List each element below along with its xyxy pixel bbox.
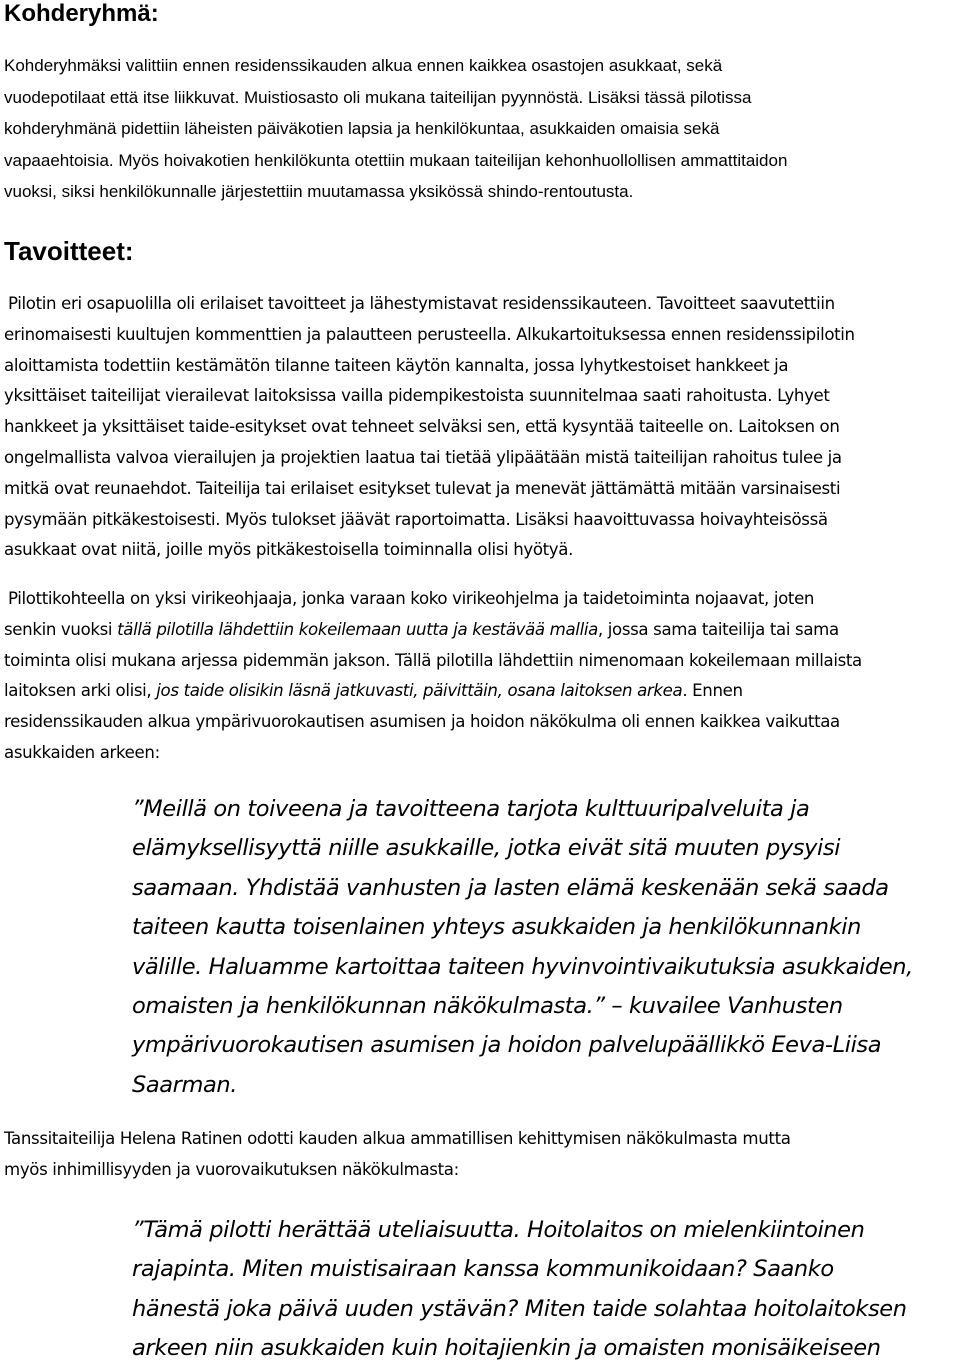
text-line: Kohderyhmäksi valittiin ennen residenssikauden alkua ennen kaikkea osastojen asukkaat, sekä bbox=[4, 56, 723, 75]
emphasis-text: tällä pilotilla lähdettiin kokeilemaan uutta ja kestävää mallia bbox=[117, 619, 598, 639]
quote-saarman bbox=[132, 790, 932, 1105]
quote-line: rajapinta. Miten muistisairaan kanssa kommunikoidaan? Saanko bbox=[132, 1256, 834, 1283]
text-line: vuodepotilaat että itse liikkuvat. Muistiosasto oli mukana taiteilijan pyynnöstä. Lisäksi tässä pilotissa bbox=[4, 87, 752, 107]
quote-ratinen bbox=[132, 1211, 932, 1369]
text-line: yksittäiset taiteilijat vierailevat laitoksissa vailla pidempikestoista suunnitelmaa saati rahoitusta. Lyhyet bbox=[4, 386, 830, 406]
paragraph-tanssitaiteilija bbox=[4, 1124, 956, 1186]
quote-line: ”Tämä pilotti herättää uteliaisuutta. Hoitolaitos on mielenkiintoinen bbox=[132, 1217, 865, 1243]
text-line: Tanssitaiteilija Helena Ratinen odotti kauden alkua ammatillisen kehittymisen näkökulmasta mutta bbox=[4, 1129, 791, 1148]
text-line: vuoksi, siksi henkilökunnalle järjestettiin muutamassa yksikössä shindo-rentoutusta. bbox=[4, 182, 634, 201]
quote-line: ”Meillä on toiveena ja tavoitteena tarjota kulttuuripalveluita ja bbox=[132, 796, 810, 822]
paragraph-kohderyhma bbox=[4, 50, 956, 208]
quote-line: saamaan. Yhdistää vanhusten ja lasten elämä keskenään sekä saada bbox=[132, 874, 889, 901]
text-line: kohderyhmänä pidettiin läheisten päiväkotien lapsia ja henkilökuntaa, asukkaiden omaisia sekä bbox=[4, 119, 720, 138]
text-line: asukkaiden arkeen: bbox=[4, 742, 160, 762]
text-line: hankkeet ja yksittäiset taide-esitykset ovat tehneet selväksi sen, että kysyntää taiteelle on. Laitoksen on bbox=[4, 417, 840, 437]
emphasis-text: jos taide olisikin läsnä jatkuvasti, päivittäin, osana laitoksen arkea bbox=[156, 681, 683, 701]
text-line: toiminta olisi mukana arjessa pidemmän jakson. Tällä pilotilla lähdettiin nimenomaan kokeilemaan millaista bbox=[4, 650, 862, 670]
text-line: Pilotin eri osapuolilla oli erilaiset tavoitteet ja lähestymistavat residenssikauteen. Tavoitteet saavutettiin bbox=[8, 294, 835, 313]
text-run: laitoksen arki olisi, bbox=[4, 681, 157, 701]
text-line: erinomaisesti kuultujen kommenttien ja palautteen perusteella. Alkukartoituksessa ennen residenssipilotin bbox=[4, 324, 855, 344]
paragraph-pilottikohde bbox=[4, 584, 956, 769]
text-line: Pilottikohteella on yksi virikeohjaaja, jonka varaan koko virikeohjelma ja taidetoiminta nojaavat, joten bbox=[8, 589, 815, 608]
quote-line: elämyksellisyyttä niille asukkaille, jotka eivät sitä muuten pysyisi bbox=[132, 835, 841, 862]
section-heading-kohderyhma: Kohderyhmä: bbox=[4, 0, 159, 27]
text-run: senkin vuoksi bbox=[4, 619, 118, 639]
text-line: residenssikauden alkua ympärivuorokautisen asumisen ja hoidon näkökulma oli ennen kaikkea vaikuttaa bbox=[4, 712, 840, 732]
quote-line: Saarman. bbox=[132, 1071, 238, 1098]
text-run: , jossa sama taiteilija tai sama bbox=[597, 619, 839, 639]
text-line: ongelmallista valvoa vierailujen ja projektien laatua tai tietää ylipäätään mistä taiteilijan rahoitus tulee ja bbox=[4, 447, 842, 467]
paragraph-tavoitteet bbox=[4, 289, 956, 566]
text-line: myös inhimillisyyden ja vuorovaikutuksen näkökulmasta: bbox=[4, 1159, 459, 1179]
quote-line: taiteen kautta toisenlainen yhteys asukkaiden ja henkilökunnankin bbox=[132, 914, 862, 941]
quote-line: arkeen niin asukkaiden kuin hoitajienkin ja omaisten monisäikeiseen bbox=[132, 1335, 881, 1362]
text-line: aloittamista todettiin kestämätön tilanne taiteen käytön kannalta, jossa lyhytkestoiset hankkeet ja bbox=[4, 355, 789, 375]
quote-line: omaisten ja henkilökunnan näkökulmasta.” – kuvailee Vanhusten bbox=[132, 993, 843, 1020]
text-line: vapaaehtoisia. Myös hoivakotien henkilökunta otettiin mukaan taiteilijan kehonhuollollisen ammattitaidon bbox=[4, 150, 788, 170]
text-run: . Ennen bbox=[682, 681, 743, 701]
text-line: asukkaat ovat niitä, joille myös pitkäkestoisella toiminnalla olisi hyötyä. bbox=[4, 540, 574, 560]
text-line: mitkä ovat reunaehdot. Taiteilija tai erilaiset esitykset tulevat ja menevät jättämättä mitään varsinaisesti bbox=[4, 478, 841, 498]
quote-line: ympärivuorokautisen asumisen ja hoidon palvelupäällikkö Eeva-Liisa bbox=[132, 1032, 882, 1059]
text-line: pysymään pitkäkestoisesti. Myös tulokset jäävät raportoimatta. Lisäksi haavoittuvassa hoivayhteisössä bbox=[4, 509, 828, 529]
quote-line: hänestä joka päivä uuden ystävän? Miten taide solahtaa hoitolaitoksen bbox=[132, 1295, 907, 1322]
quote-line: välille. Haluamme kartoittaa taiteen hyvinvointivaikutuksia asukkaiden, bbox=[132, 953, 913, 980]
text-line bbox=[4, 676, 956, 707]
section-heading-tavoitteet: Tavoitteet: bbox=[4, 236, 134, 266]
text-line bbox=[4, 615, 956, 646]
